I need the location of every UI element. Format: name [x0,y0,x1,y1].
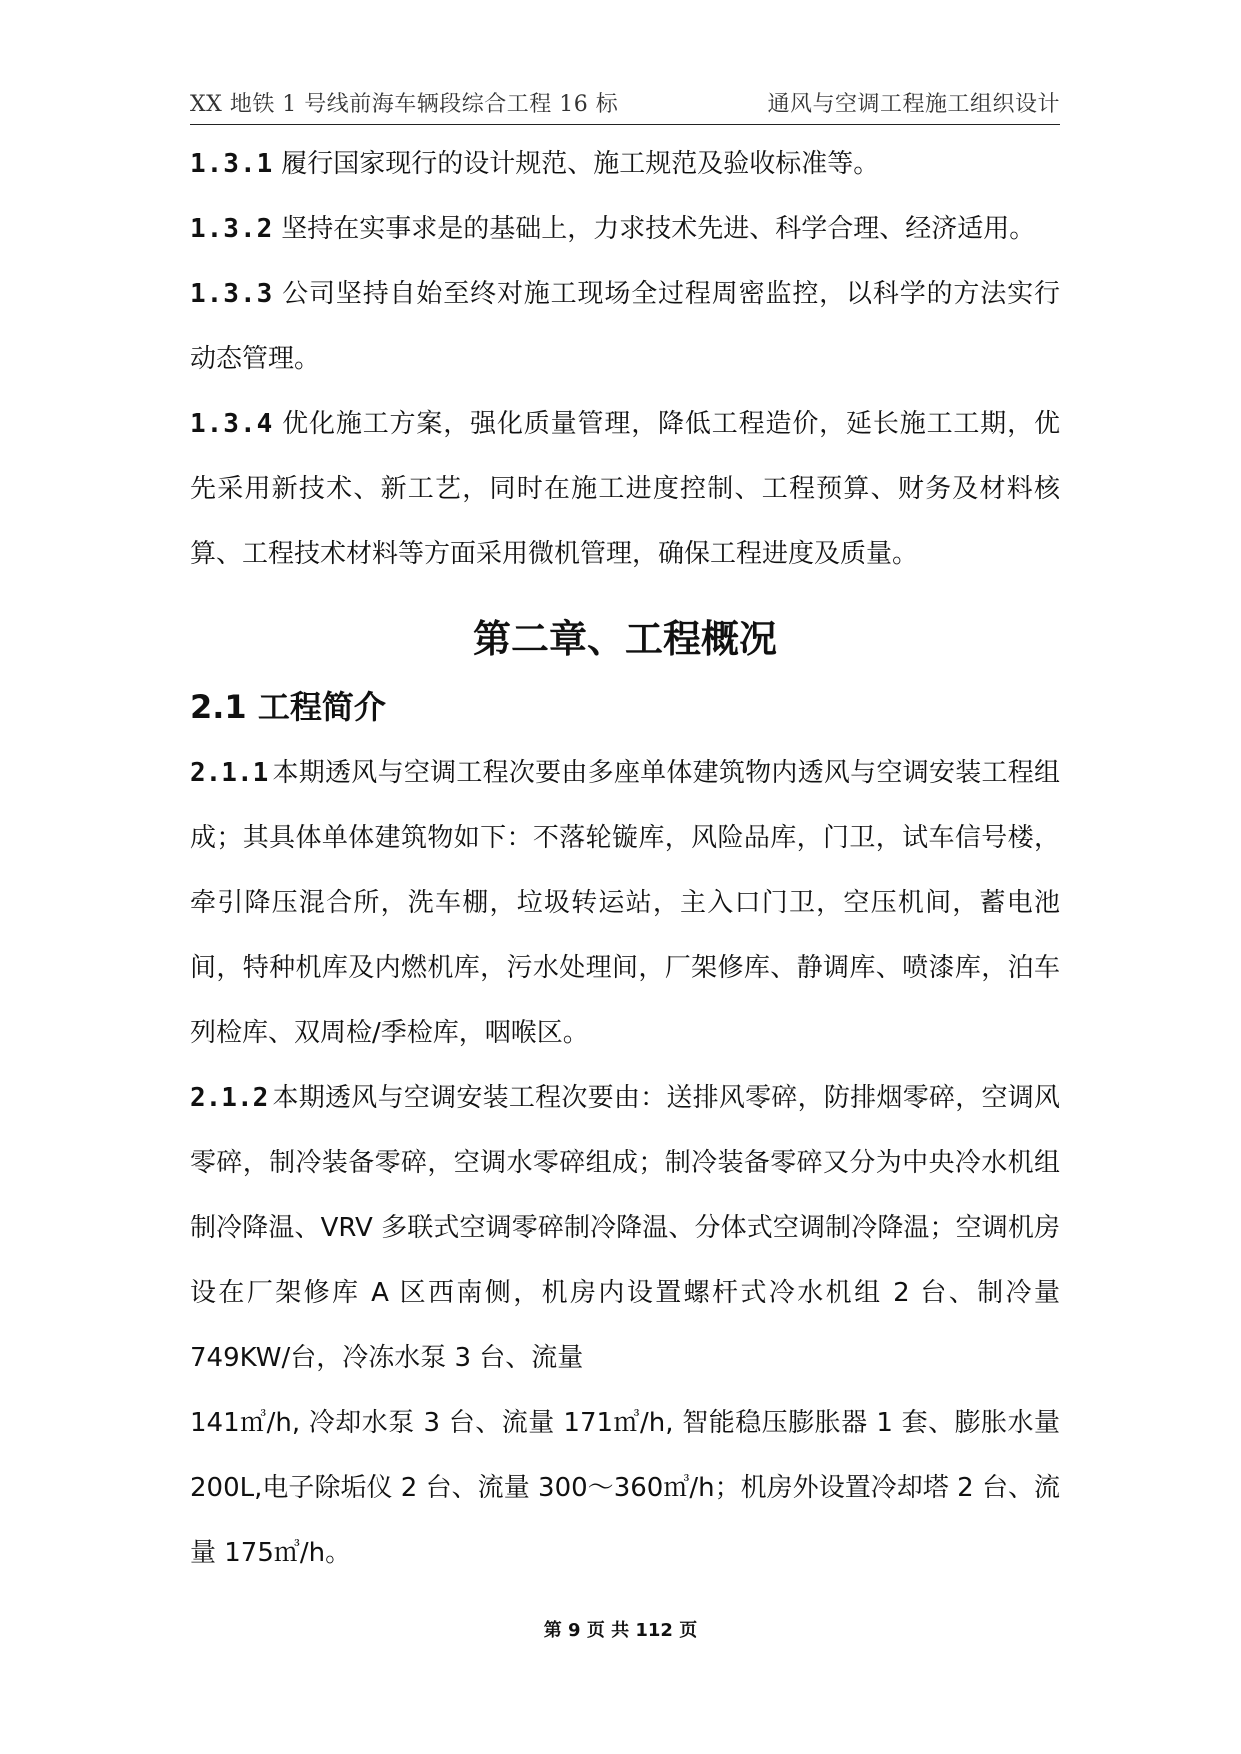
paragraph-number: 1.3.2 [190,214,274,244]
paragraph-number: 1.3.4 [190,409,274,439]
paragraph-number: 1.3.3 [190,279,274,309]
paragraph-number: 2.1.2 [190,1083,269,1113]
principles-block [190,132,1060,587]
principle-paragraph [190,262,1060,392]
paragraph-text: 141㎥/h, 冷却水泵 3 台、流量 171㎥/h, 智能稳压膨胀器 1 套、膨胀水量 200L,电子除垢仪 2 台、流量 300～360㎥/h；机房外设置冷却塔 2 台、流量 175㎥/h。 [190,1408,1060,1568]
paragraph-text: 公司坚持自始至终对施工现场全过程周密监控，以科学的方法实行动态管理。 [190,279,1060,374]
section-title: 2.1 工程简介 [190,688,386,726]
principle-paragraph [190,197,1060,262]
header-document-title: 通风与空调工程施工组织设计 [767,92,1060,117]
paragraph-text: 本期透风与空调工程次要由多座单体建筑物内透风与空调安装工程组成；其具体单体建筑物如下：不落轮镟库，风险品库，门卫，试车信号楼，牵引降压混合所，洗车棚，垃圾转运站，主入口门卫，空压机间，蓄电池间，特种机库及内燃机库，污水处理间，厂架修库、静调库、喷漆库，泊车列检库、双周检/季检库，咽喉区。 [190,758,1060,1048]
principle-paragraph [190,392,1060,587]
paragraph-text: 优化施工方案，强化质量管理，降低工程造价，延长施工工期，优先采用新技术、新工艺，同时在施工进度控制、工程预算、财务及材料核算、工程技术材料等方面采用微机管理，确保工程进度及质量。 [190,409,1060,569]
chapter-title: 第二章、工程概况 [472,617,777,661]
principle-paragraph [190,132,1060,197]
overview-paragraph [190,1066,1060,1391]
overview-paragraph-continued [190,1391,1060,1586]
page-footer: 第 9 页 共 112 页 [543,1620,698,1641]
paragraph-number: 2.1.1 [190,758,269,788]
overview-paragraph [190,741,1060,1066]
paragraph-text: 坚持在实事求是的基础上，力求技术先进、科学合理、经济适用。 [281,214,1036,244]
overview-block [190,741,1060,1586]
header-project-title: XX 地铁 1 号线前海车辆段综合工程 16 标 [190,92,619,117]
page-header [190,88,1060,125]
paragraph-text: 履行国家现行的设计规范、施工规范及验收标准等。 [281,149,880,179]
paragraph-number: 1.3.1 [190,149,274,179]
paragraph-text: 本期透风与空调安装工程次要由：送排风零碎，防排烟零碎，空调风零碎，制冷装备零碎，空调水零碎组成；制冷装备零碎又分为中央冷水机组制冷降温、VRV 多联式空调零碎制冷降温、分体式空调制冷降温；空调机房设在厂架修库 A 区西南侧，机房内设置螺杆式冷水机组 2 台、制冷量 749KW/台，冷冻水泵 3 台、流量 [190,1083,1060,1373]
